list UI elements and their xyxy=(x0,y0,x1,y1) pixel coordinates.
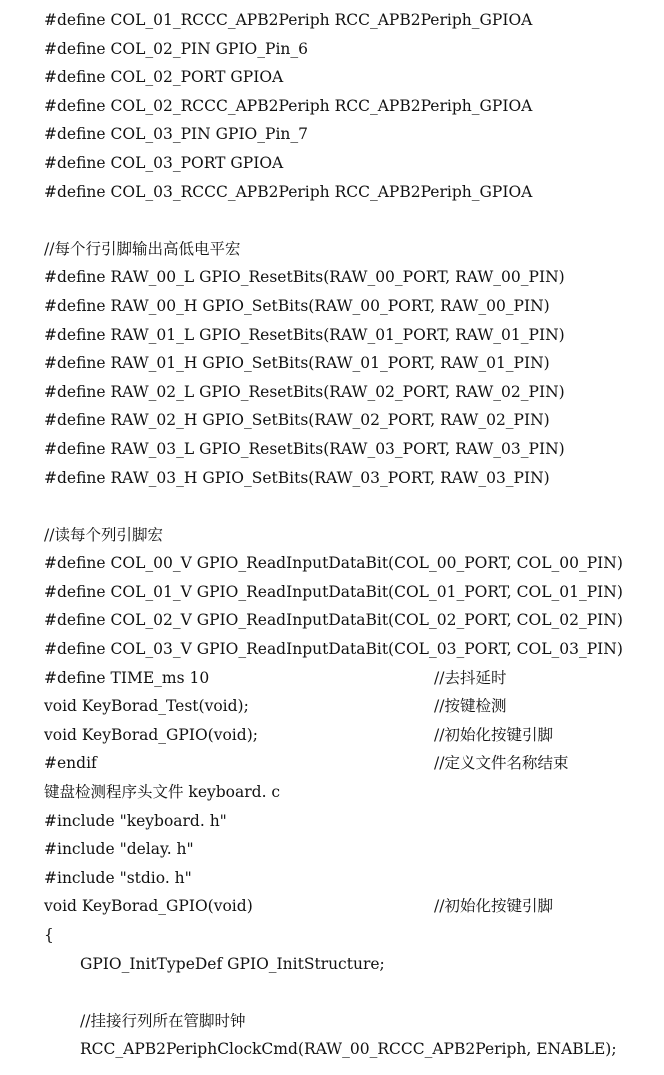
code-text: { xyxy=(44,926,54,944)
code-text: #define RAW_02_H GPIO_SetBits(RAW_02_PORT, RAW_02_PIN) xyxy=(44,411,550,430)
blank-line xyxy=(44,978,654,1007)
code-text: void KeyBorad_GPIO(void) xyxy=(44,897,253,916)
code-line xyxy=(44,178,654,207)
code-line xyxy=(44,721,654,750)
code-line xyxy=(44,349,654,378)
code-text: #define TIME_ms 10 xyxy=(44,668,210,687)
code-line xyxy=(44,692,654,721)
code-text: #define COL_01_RCCC_APB2Periph RCC_APB2Periph_GPIOA xyxy=(44,11,533,29)
code-text: #define RAW_03_H GPIO_SetBits(RAW_03_PORT, RAW_03_PIN) xyxy=(44,468,550,487)
code-line xyxy=(44,549,654,578)
code-line xyxy=(44,1035,654,1064)
code-line xyxy=(44,35,654,64)
code-line xyxy=(44,1007,654,1036)
code-text: #define COL_03_PIN GPIO_Pin_7 xyxy=(44,125,308,144)
code-text: RCC_APB2PeriphClockCmd(RAW_00_RCCC_APB2Periph, ENABLE); xyxy=(80,1040,617,1059)
code-text: #define COL_03_RCCC_APB2Periph RCC_APB2Periph_GPIOA xyxy=(44,182,533,201)
code-line xyxy=(44,92,654,121)
code-text: #define COL_01_V GPIO_ReadInputDataBit(COL_01_PORT, COL_01_PIN) xyxy=(44,582,623,601)
code-text: #define COL_03_V GPIO_ReadInputDataBit(COL_03_PORT, COL_03_PIN) xyxy=(44,640,623,659)
code-text: //每个行引脚输出高低电平宏 xyxy=(44,239,241,258)
code-line xyxy=(44,892,654,921)
code-line xyxy=(44,464,654,493)
code-line xyxy=(44,578,654,607)
inline-comment: //按键检测 xyxy=(434,697,507,716)
code-text: #include "keyboard. h" xyxy=(44,811,227,830)
code-text: //挂接行列所在管脚时钟 xyxy=(80,1011,246,1030)
code-text: #define COL_03_PORT GPIOA xyxy=(44,153,284,172)
inline-comment: //定义文件名称结束 xyxy=(434,754,569,773)
code-line xyxy=(44,864,654,893)
code-line xyxy=(44,749,654,778)
code-text: #define COL_00_V GPIO_ReadInputDataBit(COL_00_PORT, COL_00_PIN) xyxy=(44,554,623,573)
code-text: #define RAW_00_L GPIO_ResetBits(RAW_00_PORT, RAW_00_PIN) xyxy=(44,268,565,287)
code-text: #define COL_02_V GPIO_ReadInputDataBit(COL_02_PORT, COL_02_PIN) xyxy=(44,611,623,630)
code-text: #define RAW_00_H GPIO_SetBits(RAW_00_PORT, RAW_00_PIN) xyxy=(44,296,550,315)
code-line xyxy=(44,63,654,92)
code-text: //读每个列引脚宏 xyxy=(44,525,163,544)
inline-comment: //初始化按键引脚 xyxy=(434,897,553,916)
code-line xyxy=(44,149,654,178)
code-line xyxy=(44,263,654,292)
code-line xyxy=(44,807,654,836)
code-text: #define RAW_01_H GPIO_SetBits(RAW_01_PORT, RAW_01_PIN) xyxy=(44,354,550,373)
code-text: #endif xyxy=(44,754,97,773)
code-line xyxy=(44,321,654,350)
code-line xyxy=(44,235,654,264)
code-text: #include "delay. h" xyxy=(44,840,194,859)
code-line xyxy=(44,120,654,149)
code-line xyxy=(44,835,654,864)
code-text: void KeyBorad_GPIO(void); xyxy=(44,725,258,744)
code-line xyxy=(44,292,654,321)
code-line xyxy=(44,950,654,979)
code-text: #define COL_02_RCCC_APB2Periph RCC_APB2Periph_GPIOA xyxy=(44,96,533,115)
code-text: #define RAW_01_L GPIO_ResetBits(RAW_01_PORT, RAW_01_PIN) xyxy=(44,325,565,344)
code-line xyxy=(44,778,654,807)
code-text: #define RAW_02_L GPIO_ResetBits(RAW_02_PORT, RAW_02_PIN) xyxy=(44,382,565,401)
code-text: void KeyBorad_Test(void); xyxy=(44,697,249,716)
inline-comment: //去抖延时 xyxy=(434,668,507,687)
code-text: #define RAW_03_L GPIO_ResetBits(RAW_03_PORT, RAW_03_PIN) xyxy=(44,439,565,458)
code-line xyxy=(44,378,654,407)
code-line xyxy=(44,6,654,35)
code-line xyxy=(44,406,654,435)
blank-line xyxy=(44,492,654,521)
code-line xyxy=(44,606,654,635)
code-document xyxy=(44,6,654,1064)
code-text: #include "stdio. h" xyxy=(44,868,192,887)
blank-line xyxy=(44,206,654,235)
code-line xyxy=(44,664,654,693)
code-text: GPIO_InitTypeDef GPIO_InitStructure; xyxy=(80,954,385,973)
code-text: 键盘检测程序头文件 keyboard. c xyxy=(44,783,281,802)
code-line xyxy=(44,521,654,550)
code-line xyxy=(44,635,654,664)
inline-comment: //初始化按键引脚 xyxy=(434,725,553,744)
code-text: #define COL_02_PIN GPIO_Pin_6 xyxy=(44,39,308,58)
code-line xyxy=(44,921,654,950)
code-text: #define COL_02_PORT GPIOA xyxy=(44,68,284,87)
code-line xyxy=(44,435,654,464)
